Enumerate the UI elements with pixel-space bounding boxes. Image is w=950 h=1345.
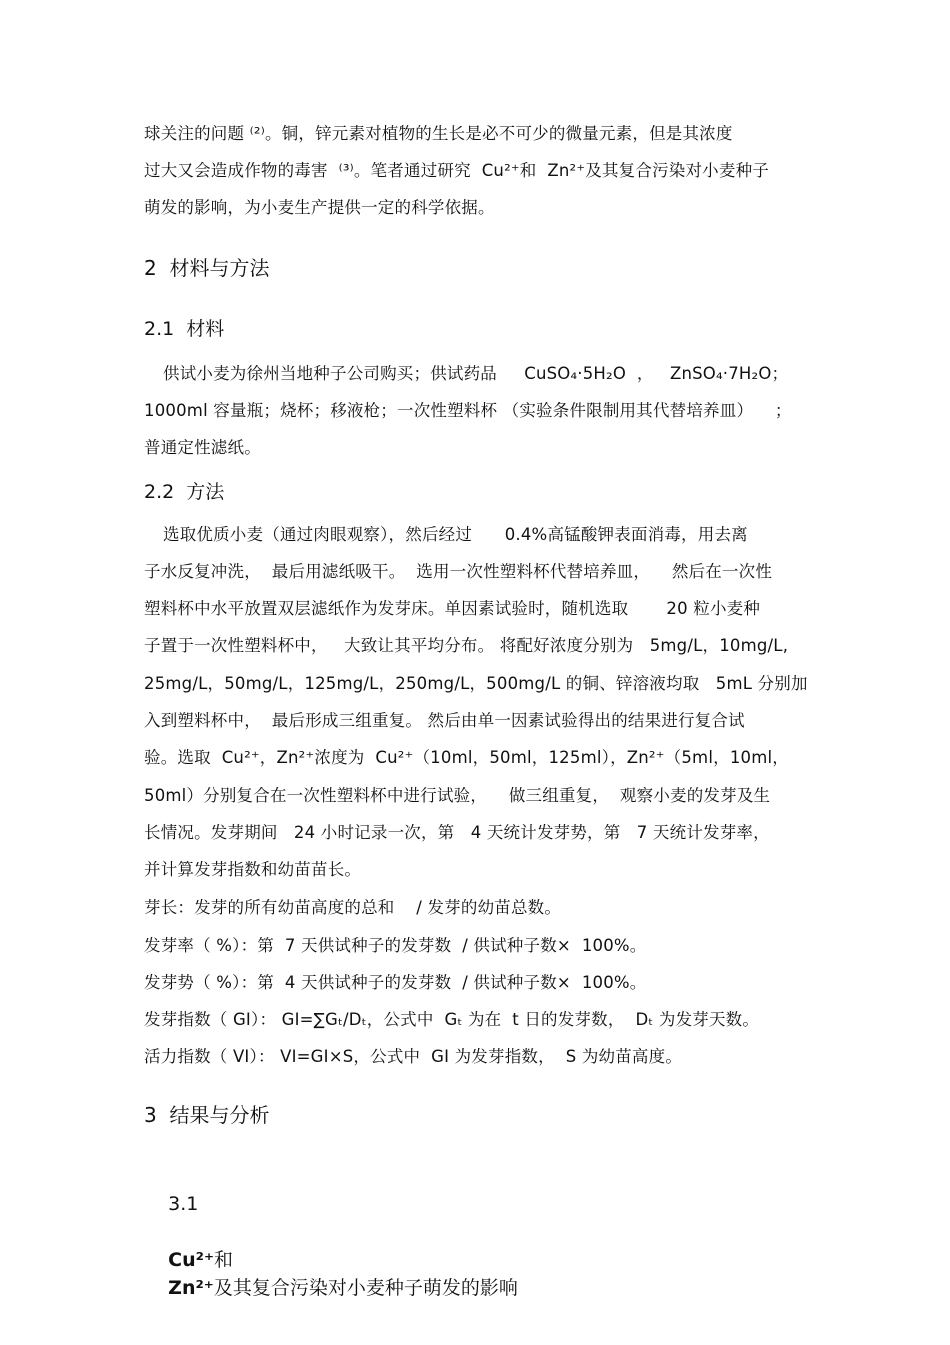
methods-line-3: 塑料杯中水平放置双层滤纸作为发芽床。单因素试验时，随机选取 20 粒小麦种 — [144, 599, 761, 618]
methods-line-10: 并计算发芽指数和幼苗苗长。 — [144, 860, 362, 879]
methods-line-9: 长情况。发芽期间 24 小时记录一次，第 4 天统计发芽势，第 7 天统计发芽率， — [144, 823, 770, 842]
section-2-2-heading: 2.2 方法 — [144, 481, 225, 503]
section-3-1-zn: Zn²⁺ — [168, 1277, 214, 1299]
definition-vigor-index: 活力指数（ VI）： VI=GI×S，公式中 GI 为发芽指数， S 为幼苗高度。 — [144, 1047, 683, 1066]
intro-line-2: 过大又会造成作物的毒害 ⁽³⁾。笔者通过研究 Cu²⁺和 Zn²⁺及其复合污染对小麦种子 — [144, 161, 769, 180]
section-2-1-heading: 2.1 材料 — [144, 318, 225, 340]
section-3-1-cu: Cu²⁺ — [168, 1249, 214, 1271]
definition-germination-energy: 发芽势（ %）：第 4 天供试种子的发芽数 / 供试种子数× 100%。 — [144, 973, 647, 992]
methods-line-2: 子水反复冲洗， 最后用滤纸吸干。 选用一次性塑料杯代替培养皿， 然后在一次性 — [144, 562, 773, 581]
methods-line-4: 子置于一次性塑料杯中， 大致让其平均分布。 将配好浓度分别为 5mg/L，10mg/L, — [144, 636, 789, 655]
definition-germination-index: 发芽指数（ GI）： GI=∑Gₜ/Dₜ，公式中 Gₜ 为在 t 日的发芽数， Dₜ 为发芽天数。 — [144, 1010, 760, 1029]
section-3-1-number: 3.1 — [168, 1193, 199, 1215]
section-3-heading: 3 结果与分析 — [144, 1103, 270, 1127]
intro-line-1: 球关注的问题 ⁽²⁾。铜，锌元素对植物的生长是必不可少的微量元素，但是其浓度 — [144, 124, 733, 143]
materials-line-2: 1000ml 容量瓶；烧杯；移液枪；一次性塑料杯 （实验条件限制用其代替培养皿） ； — [144, 401, 792, 420]
methods-line-6: 入到塑料杯中， 最后形成三组重复。 然后由单一因素试验得出的结果进行复合试 — [144, 711, 745, 730]
methods-line-7: 验。选取 Cu²⁺，Zn²⁺浓度为 Cu²⁺（10ml，50ml，125ml），Zn²⁺（5ml，10ml， — [144, 748, 789, 767]
section-3-1-heading — [144, 1162, 518, 1330]
section-2-heading: 2 材料与方法 — [144, 256, 270, 280]
intro-line-3: 萌发的影响，为小麦生产提供一定的科学依据。 — [144, 198, 495, 217]
methods-line-5: 25mg/L，50mg/L，125mg/L，250mg/L，500mg/L 的铜、锌溶液均取 5mL 分别加 — [144, 674, 808, 693]
materials-line-3: 普通定性滤纸。 — [144, 438, 261, 457]
methods-line-1: 选取优质小麦（通过肉眼观察），然后经过 0.4%高锰酸钾表面消毒，用去离 — [163, 525, 748, 544]
section-3-1-and: 和 — [214, 1249, 234, 1271]
materials-line-1: 供试小麦为徐州当地种子公司购买；供试药品 CuSO₄·5H₂O ， ZnSO₄·7H₂O； — [163, 364, 789, 383]
definition-germination-rate: 发芽率（ %）：第 7 天供试种子的发芽数 / 供试种子数× 100%。 — [144, 936, 647, 955]
section-3-1-rest: 及其复合污染对小麦种子萌发的影响 — [213, 1277, 518, 1299]
methods-line-8: 50ml）分别复合在一次性塑料杯中进行试验， 做三组重复， 观察小麦的发芽及生 — [144, 786, 771, 805]
definition-sprout-length: 芽长：发芽的所有幼苗高度的总和 / 发芽的幼苗总数。 — [144, 898, 562, 917]
